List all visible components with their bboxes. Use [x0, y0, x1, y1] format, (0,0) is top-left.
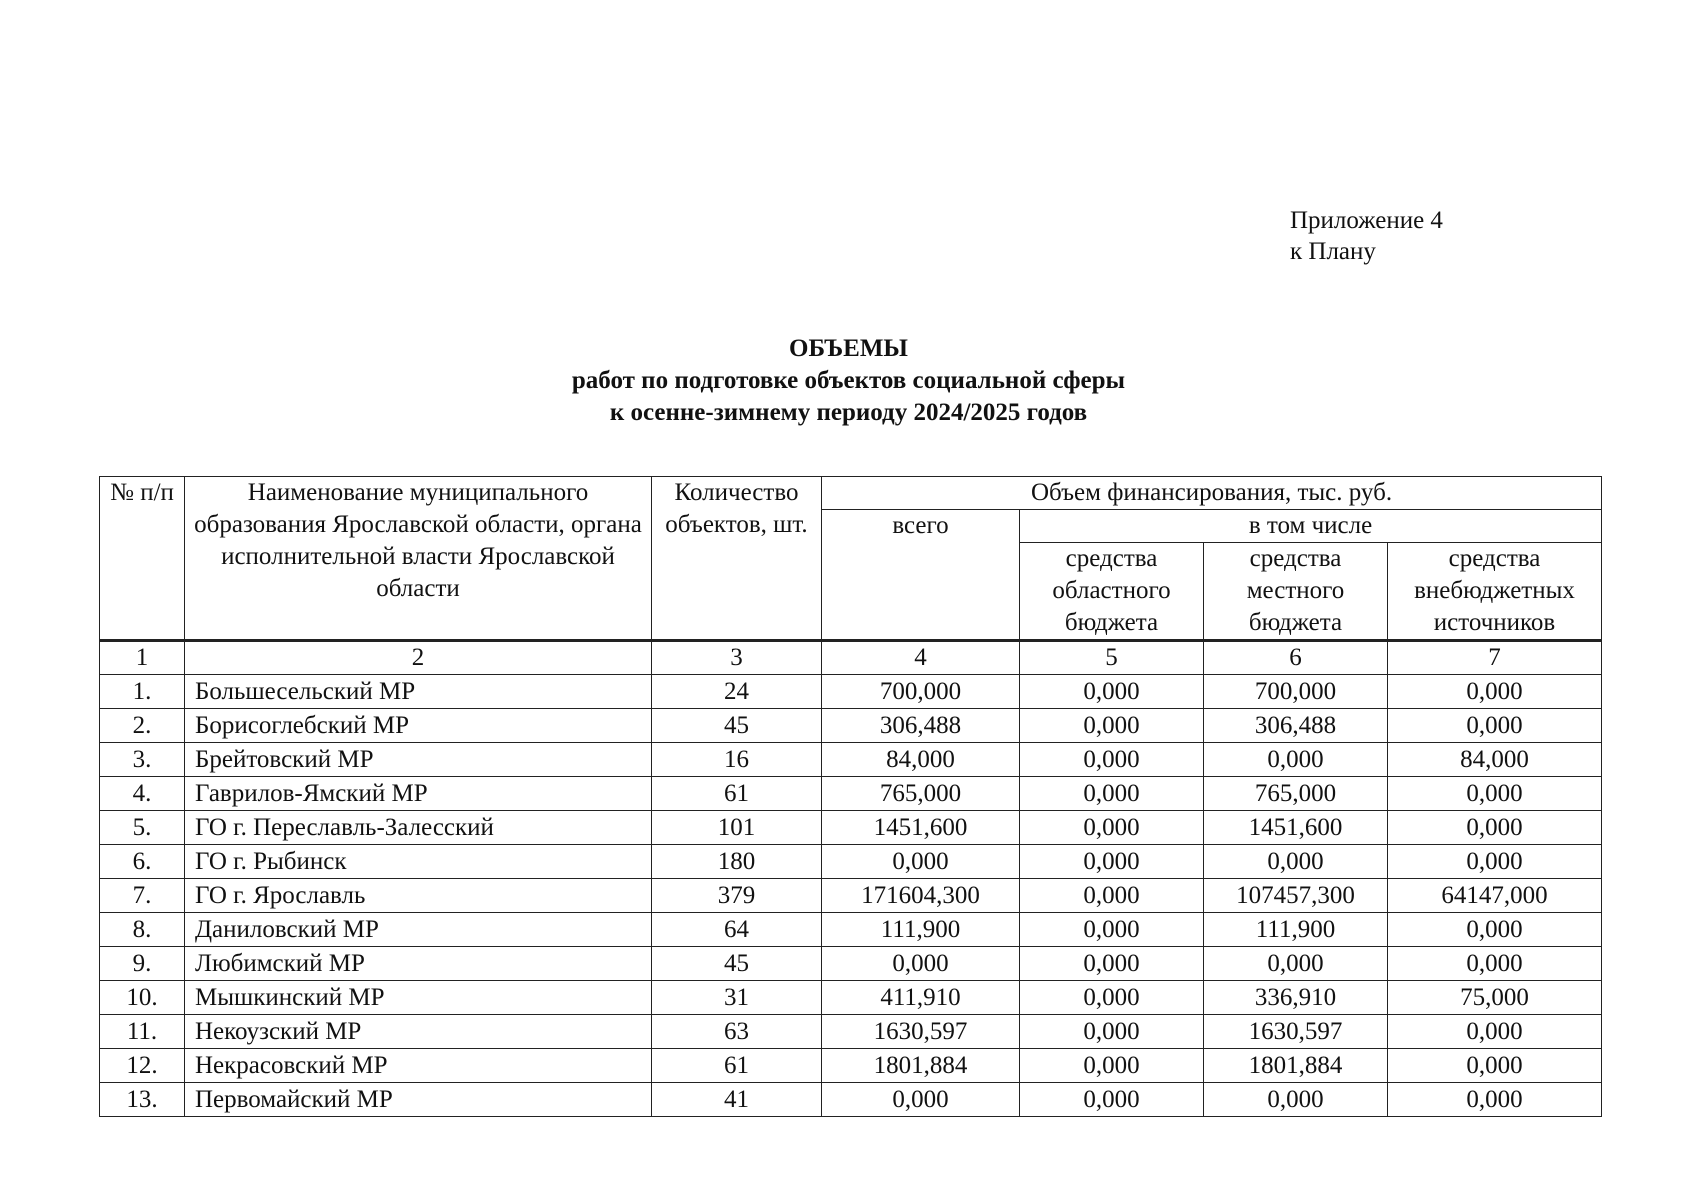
column-number-row: [100, 641, 1602, 675]
regional-budget: 0,000: [1020, 743, 1204, 777]
object-count: 101: [652, 811, 822, 845]
object-count: 31: [652, 981, 822, 1015]
total-amount: 1630,597: [822, 1015, 1020, 1049]
table-row: [100, 743, 1602, 777]
object-count: 61: [652, 777, 822, 811]
local-budget: 111,900: [1204, 913, 1388, 947]
regional-budget: 0,000: [1020, 947, 1204, 981]
local-budget: 0,000: [1204, 743, 1388, 777]
local-budget: 306,488: [1204, 709, 1388, 743]
municipality-name: ГО г. Переславль-Залесский: [185, 811, 652, 845]
local-budget: 1451,600: [1204, 811, 1388, 845]
municipality-name: Брейтовский МР: [185, 743, 652, 777]
local-budget: 700,000: [1204, 675, 1388, 709]
offbudget-sources: 0,000: [1388, 777, 1602, 811]
total-amount: 1801,884: [822, 1049, 1020, 1083]
header-local: средства местного бюджета: [1204, 543, 1388, 641]
header-financing: Объем финансирования, тыс. руб.: [822, 477, 1602, 510]
header-name: Наименование муниципального образования Ярославской области, органа исполнительной власти Ярославской области: [185, 477, 652, 641]
municipality-name: Первомайский МР: [185, 1083, 652, 1117]
municipality-name: ГО г. Рыбинск: [185, 845, 652, 879]
total-amount: 1451,600: [822, 811, 1020, 845]
table-row: [100, 947, 1602, 981]
municipality-name: Мышкинский МР: [185, 981, 652, 1015]
column-number: 5: [1020, 641, 1204, 675]
total-amount: 171604,300: [822, 879, 1020, 913]
column-number: 4: [822, 641, 1020, 675]
regional-budget: 0,000: [1020, 981, 1204, 1015]
row-number: 11.: [100, 1015, 185, 1049]
object-count: 45: [652, 709, 822, 743]
regional-budget: 0,000: [1020, 845, 1204, 879]
regional-budget: 0,000: [1020, 913, 1204, 947]
offbudget-sources: 75,000: [1388, 981, 1602, 1015]
local-budget: 336,910: [1204, 981, 1388, 1015]
object-count: 41: [652, 1083, 822, 1117]
column-number: 7: [1388, 641, 1602, 675]
offbudget-sources: 0,000: [1388, 913, 1602, 947]
row-number: 2.: [100, 709, 185, 743]
total-amount: 306,488: [822, 709, 1020, 743]
local-budget: 0,000: [1204, 947, 1388, 981]
column-number: 3: [652, 641, 822, 675]
column-number: 1: [100, 641, 185, 675]
offbudget-sources: 0,000: [1388, 675, 1602, 709]
row-number: 1.: [100, 675, 185, 709]
municipality-name: Некоузский МР: [185, 1015, 652, 1049]
column-number: 6: [1204, 641, 1388, 675]
table-row: [100, 913, 1602, 947]
table-row: [100, 981, 1602, 1015]
header-including: в том числе: [1020, 510, 1602, 543]
title-line-1: ОБЪЕМЫ: [789, 335, 908, 362]
table-row: [100, 675, 1602, 709]
offbudget-sources: 64147,000: [1388, 879, 1602, 913]
table-body: [100, 675, 1602, 1117]
local-budget: 0,000: [1204, 845, 1388, 879]
local-budget: 0,000: [1204, 1083, 1388, 1117]
offbudget-sources: 84,000: [1388, 743, 1602, 777]
row-number: 3.: [100, 743, 185, 777]
document-title: [0, 333, 1697, 429]
row-number: 5.: [100, 811, 185, 845]
row-number: 10.: [100, 981, 185, 1015]
municipality-name: ГО г. Ярославль: [185, 879, 652, 913]
object-count: 64: [652, 913, 822, 947]
object-count: 379: [652, 879, 822, 913]
municipality-name: Даниловский МР: [185, 913, 652, 947]
row-number: 4.: [100, 777, 185, 811]
municipality-name: Некрасовский МР: [185, 1049, 652, 1083]
row-number: 6.: [100, 845, 185, 879]
table-row: [100, 777, 1602, 811]
regional-budget: 0,000: [1020, 1083, 1204, 1117]
total-amount: 0,000: [822, 845, 1020, 879]
regional-budget: 0,000: [1020, 709, 1204, 743]
offbudget-sources: 0,000: [1388, 1049, 1602, 1083]
local-budget: 765,000: [1204, 777, 1388, 811]
total-amount: 111,900: [822, 913, 1020, 947]
row-number: 8.: [100, 913, 185, 947]
offbudget-sources: 0,000: [1388, 845, 1602, 879]
row-number: 9.: [100, 947, 185, 981]
total-amount: 0,000: [822, 947, 1020, 981]
header-num: № п/п: [100, 477, 185, 641]
title-line-3: к осенне-зимнему периоду 2024/2025 годов: [609, 399, 1088, 426]
object-count: 45: [652, 947, 822, 981]
row-number: 7.: [100, 879, 185, 913]
regional-budget: 0,000: [1020, 1015, 1204, 1049]
offbudget-sources: 0,000: [1388, 811, 1602, 845]
appendix-note: [1290, 205, 1443, 267]
regional-budget: 0,000: [1020, 811, 1204, 845]
municipality-name: Гаврилов-Ямский МР: [185, 777, 652, 811]
offbudget-sources: 0,000: [1388, 947, 1602, 981]
total-amount: 765,000: [822, 777, 1020, 811]
object-count: 63: [652, 1015, 822, 1049]
header-regional: средства областного бюджета: [1020, 543, 1204, 641]
object-count: 16: [652, 743, 822, 777]
municipality-name: Борисоглебский МР: [185, 709, 652, 743]
table-row: [100, 1015, 1602, 1049]
object-count: 24: [652, 675, 822, 709]
table-row: [100, 879, 1602, 913]
municipality-name: Любимский МР: [185, 947, 652, 981]
municipality-name: Большесельский МР: [185, 675, 652, 709]
header-offbudget: средства внебюджетных источников: [1388, 543, 1602, 641]
header-count: Количество объектов, шт.: [652, 477, 822, 641]
regional-budget: 0,000: [1020, 777, 1204, 811]
regional-budget: 0,000: [1020, 879, 1204, 913]
row-number: 13.: [100, 1083, 185, 1117]
offbudget-sources: 0,000: [1388, 709, 1602, 743]
table-row: [100, 811, 1602, 845]
object-count: 61: [652, 1049, 822, 1083]
local-budget: 1630,597: [1204, 1015, 1388, 1049]
title-line-2: работ по подготовке объектов социальной сферы: [571, 367, 1126, 394]
total-amount: 84,000: [822, 743, 1020, 777]
appendix-line-1: Приложение 4: [1290, 207, 1443, 234]
offbudget-sources: 0,000: [1388, 1015, 1602, 1049]
table-row: [100, 709, 1602, 743]
row-number: 12.: [100, 1049, 185, 1083]
total-amount: 411,910: [822, 981, 1020, 1015]
volumes-table: [99, 476, 1602, 1117]
table-row: [100, 1049, 1602, 1083]
offbudget-sources: 0,000: [1388, 1083, 1602, 1117]
column-number: 2: [185, 641, 652, 675]
object-count: 180: [652, 845, 822, 879]
total-amount: 700,000: [822, 675, 1020, 709]
total-amount: 0,000: [822, 1083, 1020, 1117]
table-row: [100, 1083, 1602, 1117]
table-row: [100, 845, 1602, 879]
header-row-1: [100, 477, 1602, 510]
local-budget: 107457,300: [1204, 879, 1388, 913]
header-total: всего: [822, 510, 1020, 641]
appendix-line-2: к Плану: [1290, 238, 1376, 265]
regional-budget: 0,000: [1020, 675, 1204, 709]
regional-budget: 0,000: [1020, 1049, 1204, 1083]
local-budget: 1801,884: [1204, 1049, 1388, 1083]
